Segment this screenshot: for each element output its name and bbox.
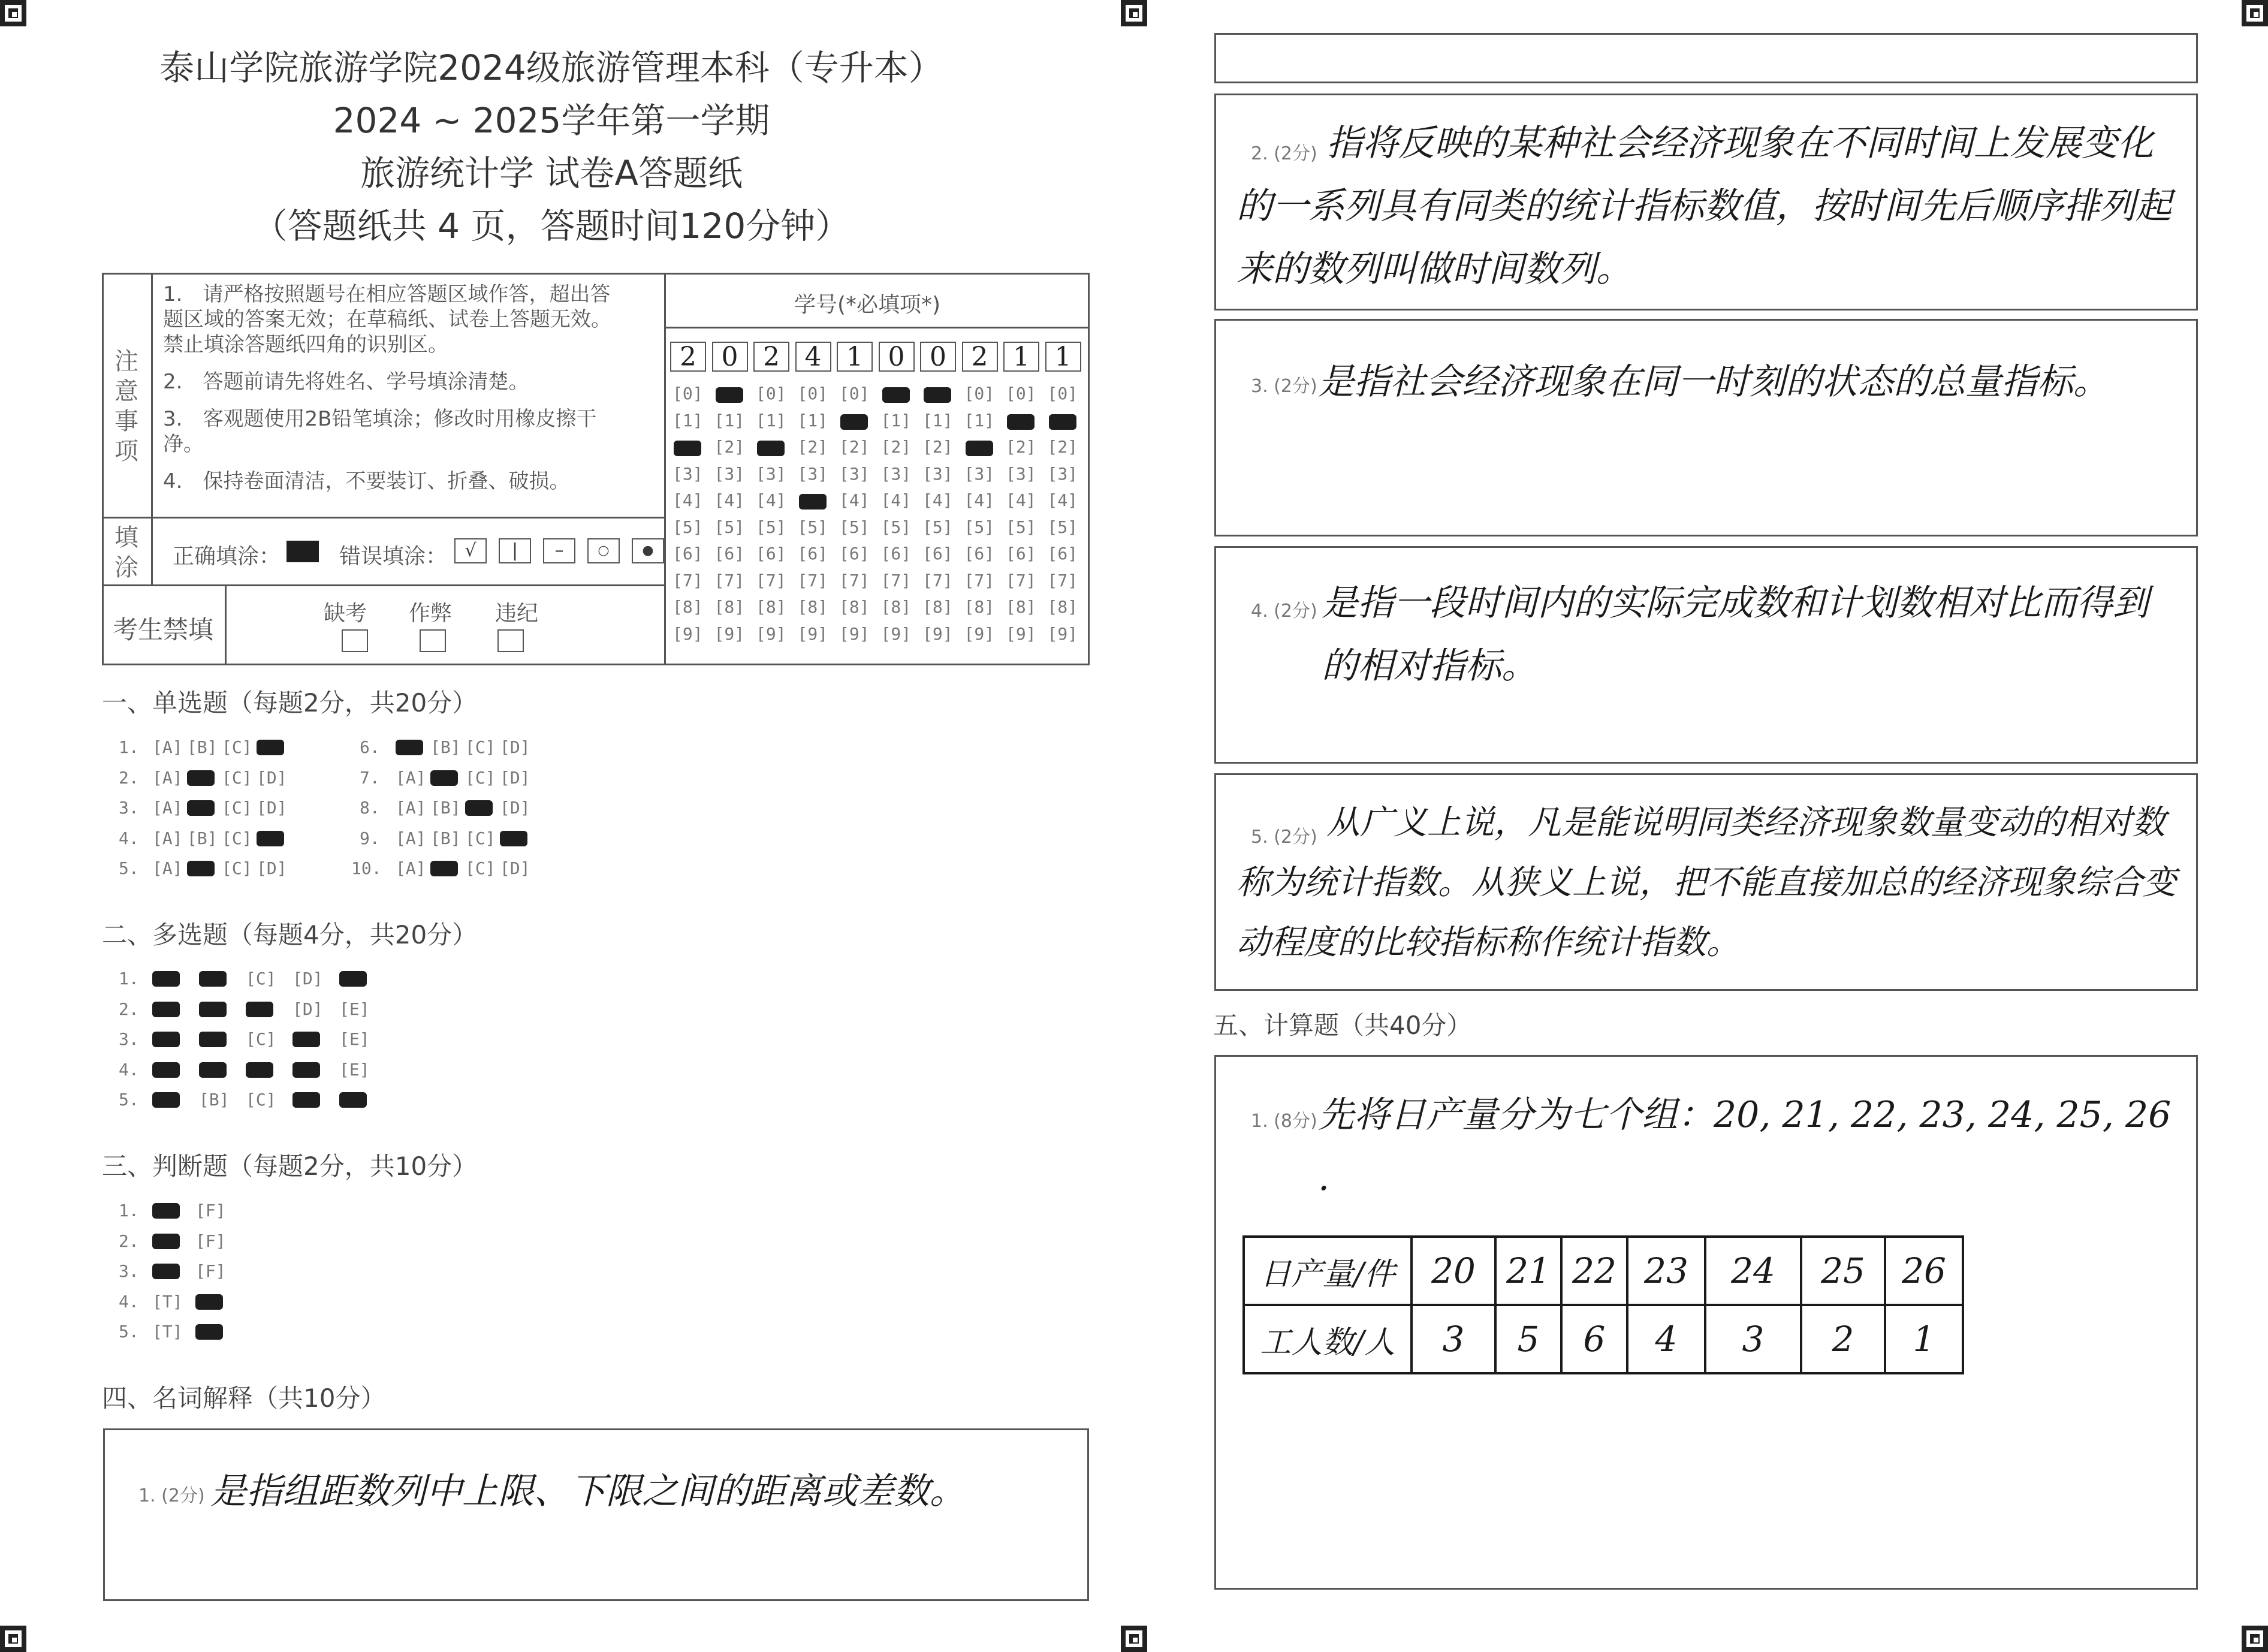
option-bubble-filled[interactable] xyxy=(430,770,458,786)
option-bubble-filled[interactable] xyxy=(292,1062,320,1078)
id-bubble[interactable]: [3] xyxy=(714,463,745,484)
id-bubble[interactable]: [7] xyxy=(880,570,912,590)
id-bubble[interactable]: [8] xyxy=(922,597,953,617)
handwritten-answer: 先将日产量分为七个组：20, 21, 22, 23, 24, 25, 26 . xyxy=(1318,1094,2172,1199)
answer-box-term-2[interactable] xyxy=(1214,94,2198,310)
option-bubble-filled[interactable] xyxy=(339,971,367,987)
option-bubble[interactable]: [C] xyxy=(222,798,252,818)
fill-wrong-label: 错误填涂： xyxy=(339,544,448,569)
id-bubble[interactable]: [8] xyxy=(964,597,995,617)
question-number: 4. xyxy=(119,1291,139,1312)
header-subject: 旅游统计学 试卷A答题纸 xyxy=(360,153,743,194)
id-bubble[interactable]: [7] xyxy=(964,570,995,590)
id-bubble-filled[interactable] xyxy=(716,387,743,403)
id-bubble[interactable]: [4] xyxy=(839,490,870,510)
option-bubble[interactable]: [A] xyxy=(152,798,183,818)
id-bubble[interactable]: [1] xyxy=(880,410,912,430)
id-bubble[interactable]: [1] xyxy=(672,410,703,430)
id-bubble[interactable]: [9] xyxy=(964,623,995,644)
id-bubble[interactable]: [3] xyxy=(756,463,786,484)
handwritten-answer: 是指组距数列中上限、下限之间的距离或差数。 xyxy=(210,1470,966,1512)
id-bubble[interactable]: [5] xyxy=(839,517,870,537)
student-id-digit: 2 xyxy=(962,342,998,372)
table-cell: 2 xyxy=(1801,1305,1885,1373)
option-bubble-filled[interactable] xyxy=(257,831,284,846)
id-bubble[interactable]: [8] xyxy=(714,597,745,617)
option-bubble-filled[interactable] xyxy=(152,1264,180,1279)
option-bubble-filled[interactable] xyxy=(199,1062,227,1078)
option-bubble-filled[interactable] xyxy=(339,1092,367,1108)
option-bubble[interactable]: [E] xyxy=(339,1029,370,1049)
option-bubble[interactable]: [D] xyxy=(500,737,530,757)
id-bubble[interactable]: [1] xyxy=(964,410,995,430)
corner-marker-top-left xyxy=(0,0,26,26)
id-bubble[interactable]: [6] xyxy=(797,544,828,563)
option-bubble[interactable]: [C] xyxy=(222,828,252,848)
student-id-digit: 0 xyxy=(879,342,915,372)
table-cell: 20 xyxy=(1412,1237,1495,1305)
id-bubble[interactable]: [2] xyxy=(839,437,870,457)
id-bubble[interactable]: [9] xyxy=(1047,623,1078,644)
notice-item: 1. 请严格按照题号在相应答题区域作答，超出答题区域的答案无效；在草稿纸、试卷上答题无效。禁止填涂答题纸四角的识别区。 xyxy=(163,282,611,357)
id-bubble[interactable]: [5] xyxy=(797,517,828,537)
exam-checkbox-absent[interactable] xyxy=(342,629,368,652)
id-bubble[interactable]: [6] xyxy=(756,544,786,563)
id-bubble[interactable]: [4] xyxy=(1047,490,1078,510)
id-bubble[interactable]: [0] xyxy=(756,384,786,403)
id-bubble[interactable]: [8] xyxy=(880,597,912,617)
exam-checkbox-cheat[interactable] xyxy=(420,629,446,652)
id-bubble[interactable]: [0] xyxy=(1047,384,1078,403)
student-id-digit: 0 xyxy=(920,342,956,372)
section-multi-title: 二、多选题（每题4分，共20分） xyxy=(102,920,478,949)
id-bubble[interactable]: [3] xyxy=(1047,463,1078,484)
option-bubble[interactable]: [A] xyxy=(396,767,426,788)
id-bubble[interactable]: [1] xyxy=(797,410,828,430)
option-bubble-filled[interactable] xyxy=(246,1002,273,1017)
option-bubble[interactable]: [D] xyxy=(500,798,530,818)
table-cell: 5 xyxy=(1495,1305,1561,1373)
table-head-output: 日产量/件 xyxy=(1244,1237,1412,1305)
id-bubble[interactable]: [6] xyxy=(880,544,912,563)
question-number: 1. (2分) xyxy=(138,1485,205,1506)
id-bubble[interactable]: [6] xyxy=(1006,544,1036,563)
question-number: 1. xyxy=(119,737,139,757)
question-number: 6. xyxy=(360,737,380,757)
option-bubble[interactable]: [E] xyxy=(339,1059,370,1080)
id-bubble[interactable]: [5] xyxy=(672,517,703,537)
id-bubble[interactable]: [7] xyxy=(672,570,703,590)
question-number: 1. xyxy=(119,1201,139,1220)
id-bubble[interactable]: [4] xyxy=(880,490,912,510)
option-bubble[interactable]: [B] xyxy=(187,737,218,757)
id-bubble[interactable]: [6] xyxy=(672,544,703,563)
question-number: 3. (2分) xyxy=(1251,376,1317,397)
question-number: 5. xyxy=(119,858,139,878)
option-bubble[interactable]: [B] xyxy=(199,1090,230,1110)
id-bubble[interactable]: [2] xyxy=(880,437,912,457)
option-bubble[interactable]: [C] xyxy=(222,767,252,788)
option-bubble-filled[interactable] xyxy=(465,800,493,816)
id-bubble-filled[interactable] xyxy=(882,387,910,403)
id-bubble-filled[interactable] xyxy=(1007,414,1035,430)
id-bubble[interactable]: [9] xyxy=(756,623,786,644)
id-bubble[interactable]: [9] xyxy=(797,623,828,644)
table-cell: 23 xyxy=(1627,1237,1705,1305)
student-id-digit: 0 xyxy=(712,342,748,372)
wrong-mark-bar: | xyxy=(499,538,531,563)
id-bubble[interactable]: [6] xyxy=(1047,544,1078,563)
question-number: 4. xyxy=(119,828,139,848)
option-bubble-filled[interactable] xyxy=(187,770,215,786)
id-bubble-filled[interactable] xyxy=(924,387,951,403)
corner-marker-top-middle xyxy=(1121,0,1147,26)
id-bubble[interactable]: [4] xyxy=(964,490,995,510)
id-bubble[interactable]: [3] xyxy=(880,463,912,484)
section-single-title: 一、单选题（每题2分，共20分） xyxy=(102,688,478,718)
question-number: 5. xyxy=(119,1090,139,1110)
option-bubble[interactable]: [B] xyxy=(430,737,461,757)
id-bubble[interactable]: [3] xyxy=(797,463,828,484)
table-row xyxy=(1244,1237,1963,1305)
option-bubble[interactable]: [C] xyxy=(222,737,252,757)
id-bubble[interactable]: [4] xyxy=(1006,490,1036,510)
exam-option-absent: 缺考 xyxy=(324,601,367,626)
table-cell: 21 xyxy=(1495,1237,1561,1305)
id-bubble-filled[interactable] xyxy=(840,414,868,430)
section-calc-title: 五、计算题（共40分） xyxy=(1213,1011,1472,1040)
question-number: 4. xyxy=(119,1059,139,1080)
option-bubble-filled[interactable] xyxy=(152,1203,180,1219)
question-number: 2. xyxy=(119,1231,139,1251)
question-number: 3. xyxy=(119,1261,139,1281)
id-bubble-filled[interactable] xyxy=(799,494,827,510)
option-bubble-filled[interactable] xyxy=(199,971,227,987)
id-bubble[interactable]: [2] xyxy=(1006,437,1036,457)
option-bubble[interactable]: [D] xyxy=(257,767,287,788)
id-bubble[interactable]: [3] xyxy=(1006,463,1036,484)
option-bubble[interactable]: [A] xyxy=(396,858,426,878)
table-cell: 3 xyxy=(1705,1305,1801,1373)
handwritten-answer: 从广义上说，凡是能说明同类经济现象数量变动的相对数称为统计指数。从狭义上说，把不能直接加总的经济现象综合变动程度的比较指标称作统计指数。 xyxy=(1236,803,2176,962)
option-bubble-filled[interactable] xyxy=(292,1032,320,1047)
corner-marker-bottom-middle xyxy=(1121,1626,1147,1652)
id-bubble[interactable]: [4] xyxy=(714,490,745,510)
question-number: 5. (2分) xyxy=(1251,827,1317,848)
option-bubble[interactable]: [D] xyxy=(500,767,530,788)
answer-box-term-5[interactable] xyxy=(1214,773,2198,991)
option-bubble[interactable]: [D] xyxy=(292,999,323,1019)
id-bubble[interactable]: [1] xyxy=(714,410,745,430)
corner-marker-top-right xyxy=(2242,0,2268,26)
id-bubble[interactable]: [5] xyxy=(714,517,745,537)
student-id-digit: 2 xyxy=(670,342,706,372)
notice-item: 3. 客观题使用2B铅笔填涂；修改时用橡皮擦干净。 xyxy=(163,407,597,456)
handwritten-answer: 是指社会经济现象在同一时刻的状态的总量指标。 xyxy=(1318,361,2109,403)
id-bubble[interactable]: [4] xyxy=(672,490,703,510)
id-bubble[interactable]: [3] xyxy=(964,463,995,484)
id-bubble[interactable]: [0] xyxy=(672,384,703,403)
handwritten-answer: 指将反映的某种社会经济现象在不同时间上发展变化的一系列具有同类的统计指标数值，按时间先后顺序排列起来的数列叫做时间数列。 xyxy=(1236,122,2172,290)
table-row xyxy=(1244,1305,1963,1373)
section-judge-title: 三、判断题（每题2分，共10分） xyxy=(102,1151,478,1181)
frequency-table xyxy=(1242,1235,1964,1374)
id-bubble[interactable]: [6] xyxy=(922,544,953,563)
id-bubble[interactable]: [1] xyxy=(922,410,953,430)
option-bubble[interactable]: [C] xyxy=(246,969,276,988)
id-bubble-filled[interactable] xyxy=(757,441,785,456)
id-bubble[interactable]: [3] xyxy=(922,463,953,484)
option-bubble[interactable]: [A] xyxy=(152,737,183,757)
question-number: 8. xyxy=(360,798,380,818)
id-bubble[interactable]: [6] xyxy=(714,544,745,563)
option-bubble[interactable]: [C] xyxy=(465,828,496,848)
question-number: 2. xyxy=(119,767,139,788)
table-cell: 25 xyxy=(1801,1237,1885,1305)
answer-box-continued xyxy=(1214,33,2198,83)
table-cell: 26 xyxy=(1885,1237,1963,1305)
option-bubble[interactable]: [D] xyxy=(292,969,323,988)
option-bubble-filled[interactable] xyxy=(246,1062,273,1078)
option-bubble-filled[interactable] xyxy=(292,1092,320,1108)
option-bubble-filled[interactable] xyxy=(430,861,458,876)
wrong-mark-check: √ xyxy=(454,538,487,563)
fill-correct-sample xyxy=(286,541,319,562)
option-bubble[interactable]: [C] xyxy=(465,767,496,788)
option-bubble-filled[interactable] xyxy=(195,1324,223,1340)
option-bubble[interactable]: [F] xyxy=(195,1231,226,1251)
id-bubble[interactable]: [8] xyxy=(756,597,786,617)
id-bubble[interactable]: [7] xyxy=(756,570,786,590)
option-bubble[interactable]: [T] xyxy=(152,1322,183,1342)
question-number: 1. (8分) xyxy=(1251,1111,1317,1132)
id-bubble[interactable]: [7] xyxy=(1006,570,1036,590)
option-bubble[interactable]: [A] xyxy=(152,767,183,788)
notice-label: 注意事项 xyxy=(114,348,138,465)
table-cell: 24 xyxy=(1705,1237,1801,1305)
option-bubble-filled[interactable] xyxy=(199,1002,227,1017)
fill-wrong-samples xyxy=(454,538,664,563)
option-bubble[interactable]: [C] xyxy=(465,858,496,878)
id-bubble[interactable]: [8] xyxy=(797,597,828,617)
table-cell: 6 xyxy=(1561,1305,1627,1373)
question-number: 10. xyxy=(351,858,382,878)
id-bubble[interactable]: [5] xyxy=(756,517,786,537)
notice-list xyxy=(163,282,631,506)
fill-correct-label: 正确填涂： xyxy=(173,544,281,569)
student-id-digit: 2 xyxy=(753,342,789,372)
id-bubble-filled[interactable] xyxy=(674,441,701,456)
exam-label: 考生禁填 xyxy=(113,615,214,644)
id-bubble[interactable]: [2] xyxy=(922,437,953,457)
fill-label: 填涂 xyxy=(114,524,138,581)
question-number: 7. xyxy=(360,767,380,788)
id-bubble-filled[interactable] xyxy=(966,441,993,456)
table-cell: 1 xyxy=(1885,1305,1963,1373)
id-bubble[interactable]: [6] xyxy=(839,544,870,563)
answer-box-term-4[interactable] xyxy=(1214,546,2198,764)
notice-item: 2. 答题前请先将姓名、学号填涂清楚。 xyxy=(163,370,529,394)
id-bubble[interactable]: [9] xyxy=(839,623,870,644)
option-bubble-filled[interactable] xyxy=(152,1092,180,1108)
handwritten-answer: 是指一段时间内的实际完成数和计划数相对比而得到的相对指标。 xyxy=(1322,582,2149,687)
exam-option-cheat: 作弊 xyxy=(409,601,453,626)
id-bubble[interactable]: [7] xyxy=(797,570,828,590)
student-id-digit: 1 xyxy=(1003,342,1039,372)
id-bubble[interactable]: [5] xyxy=(1006,517,1036,537)
option-bubble-filled[interactable] xyxy=(187,861,215,876)
option-bubble[interactable]: [E] xyxy=(339,999,370,1019)
header-duration: （答题纸共 4 页，答题时间120分钟） xyxy=(252,206,850,246)
id-bubble[interactable]: [5] xyxy=(922,517,953,537)
student-id-digit: 1 xyxy=(1045,342,1081,372)
answer-box-term-3[interactable] xyxy=(1214,319,2198,536)
wrong-mark-circle: ○ xyxy=(587,538,620,563)
question-number: 3. xyxy=(119,798,139,818)
id-bubble[interactable]: [6] xyxy=(964,544,995,563)
option-bubble-filled[interactable] xyxy=(152,971,180,987)
option-bubble-filled[interactable] xyxy=(152,1002,180,1017)
id-bubble[interactable]: [2] xyxy=(1047,437,1078,457)
id-bubble[interactable]: [8] xyxy=(1006,597,1036,617)
id-bubble[interactable]: [7] xyxy=(922,570,953,590)
id-bubble[interactable]: [0] xyxy=(839,384,870,403)
answer-box-calc-1[interactable] xyxy=(1214,1055,2198,1590)
option-bubble[interactable]: [A] xyxy=(396,828,426,848)
id-bubble[interactable]: [2] xyxy=(714,437,745,457)
question-number: 2. (2分) xyxy=(1251,143,1317,164)
option-bubble-filled[interactable] xyxy=(152,1234,180,1249)
option-bubble[interactable]: [D] xyxy=(257,858,287,878)
option-bubble[interactable]: [C] xyxy=(246,1029,276,1049)
id-bubble[interactable]: [8] xyxy=(839,597,870,617)
id-bubble[interactable]: [2] xyxy=(797,437,828,457)
id-bubble[interactable]: [0] xyxy=(1006,384,1036,403)
id-bubble[interactable]: [9] xyxy=(672,623,703,644)
id-bubble[interactable]: [9] xyxy=(714,623,745,644)
table-cell: 3 xyxy=(1412,1305,1495,1373)
option-bubble[interactable]: [A] xyxy=(152,828,183,848)
question-number: 5. xyxy=(119,1322,139,1342)
option-bubble[interactable]: [C] xyxy=(222,858,252,878)
option-bubble[interactable]: [B] xyxy=(430,798,461,818)
id-bubble[interactable]: [3] xyxy=(839,463,870,484)
id-bubble[interactable]: [4] xyxy=(756,490,786,510)
id-bubble[interactable]: [5] xyxy=(1047,517,1078,537)
header-term: 2024 ~ 2025学年第一学期 xyxy=(333,100,770,141)
option-bubble-filled[interactable] xyxy=(199,1032,227,1047)
id-bubble[interactable]: [1] xyxy=(756,410,786,430)
table-head-workers: 工人数/人 xyxy=(1244,1305,1412,1373)
table-cell: 22 xyxy=(1561,1237,1627,1305)
id-bubble[interactable]: [8] xyxy=(1047,597,1078,617)
question-number: 2. xyxy=(119,999,139,1019)
id-bubble[interactable]: [3] xyxy=(672,463,703,484)
option-bubble[interactable]: [B] xyxy=(187,828,218,848)
question-number: 4. (2分) xyxy=(1251,601,1317,622)
option-bubble[interactable]: [D] xyxy=(500,858,530,878)
option-bubble[interactable]: [B] xyxy=(430,828,461,848)
student-id-digit: 1 xyxy=(837,342,873,372)
option-bubble-filled[interactable] xyxy=(195,1294,223,1310)
option-bubble-filled[interactable] xyxy=(187,800,215,816)
student-id-digit: 4 xyxy=(795,342,831,372)
option-bubble[interactable]: [T] xyxy=(152,1291,183,1312)
id-bubble[interactable]: [4] xyxy=(922,490,953,510)
question-number: 9. xyxy=(360,828,380,848)
id-bubble[interactable]: [7] xyxy=(714,570,745,590)
option-bubble-filled[interactable] xyxy=(500,831,527,846)
corner-marker-bottom-left xyxy=(0,1626,26,1652)
section-terms-title: 四、名词解释（共10分） xyxy=(102,1383,386,1413)
wrong-mark-dash: – xyxy=(543,538,575,563)
header-school: 泰山学院旅游学院2024级旅游管理本科（专升本） xyxy=(159,47,943,88)
id-bubble[interactable]: [9] xyxy=(1006,623,1036,644)
id-bubble[interactable]: [7] xyxy=(1047,570,1078,590)
option-bubble-filled[interactable] xyxy=(152,1032,180,1047)
id-bubble[interactable]: [9] xyxy=(880,623,912,644)
id-bubble[interactable]: [9] xyxy=(922,623,953,644)
id-bubble[interactable]: [0] xyxy=(964,384,995,403)
option-bubble-filled[interactable] xyxy=(152,1062,180,1078)
exam-option-violation: 违纪 xyxy=(495,601,539,626)
id-bubble[interactable]: [7] xyxy=(839,570,870,590)
option-bubble-filled[interactable] xyxy=(257,740,284,755)
exam-checkbox-violation[interactable] xyxy=(497,629,524,652)
option-bubble-filled[interactable] xyxy=(396,740,423,755)
table-cell: 4 xyxy=(1627,1305,1705,1373)
id-bubble-filled[interactable] xyxy=(1049,414,1076,430)
answer-box-term-1[interactable] xyxy=(103,1428,1089,1601)
option-bubble[interactable]: [C] xyxy=(246,1090,276,1110)
option-bubble[interactable]: [C] xyxy=(465,737,496,757)
student-id-label: 学号(*必填项*) xyxy=(794,293,941,317)
option-bubble[interactable]: [F] xyxy=(195,1201,226,1220)
id-bubble[interactable]: [5] xyxy=(880,517,912,537)
option-bubble[interactable]: [D] xyxy=(257,798,287,818)
wrong-mark-dot: ● xyxy=(632,538,664,563)
question-number: 1. xyxy=(119,969,139,988)
question-number: 3. xyxy=(119,1029,139,1049)
notice-item: 4. 保持卷面清洁，不要装订、折叠、破损。 xyxy=(163,469,570,493)
corner-marker-bottom-right xyxy=(2242,1626,2268,1652)
option-bubble[interactable]: [F] xyxy=(195,1261,226,1281)
id-bubble[interactable]: [0] xyxy=(797,384,828,403)
option-bubble[interactable]: [A] xyxy=(152,858,183,878)
option-bubble[interactable]: [A] xyxy=(396,798,426,818)
id-bubble[interactable]: [8] xyxy=(672,597,703,617)
id-bubble[interactable]: [5] xyxy=(964,517,995,537)
